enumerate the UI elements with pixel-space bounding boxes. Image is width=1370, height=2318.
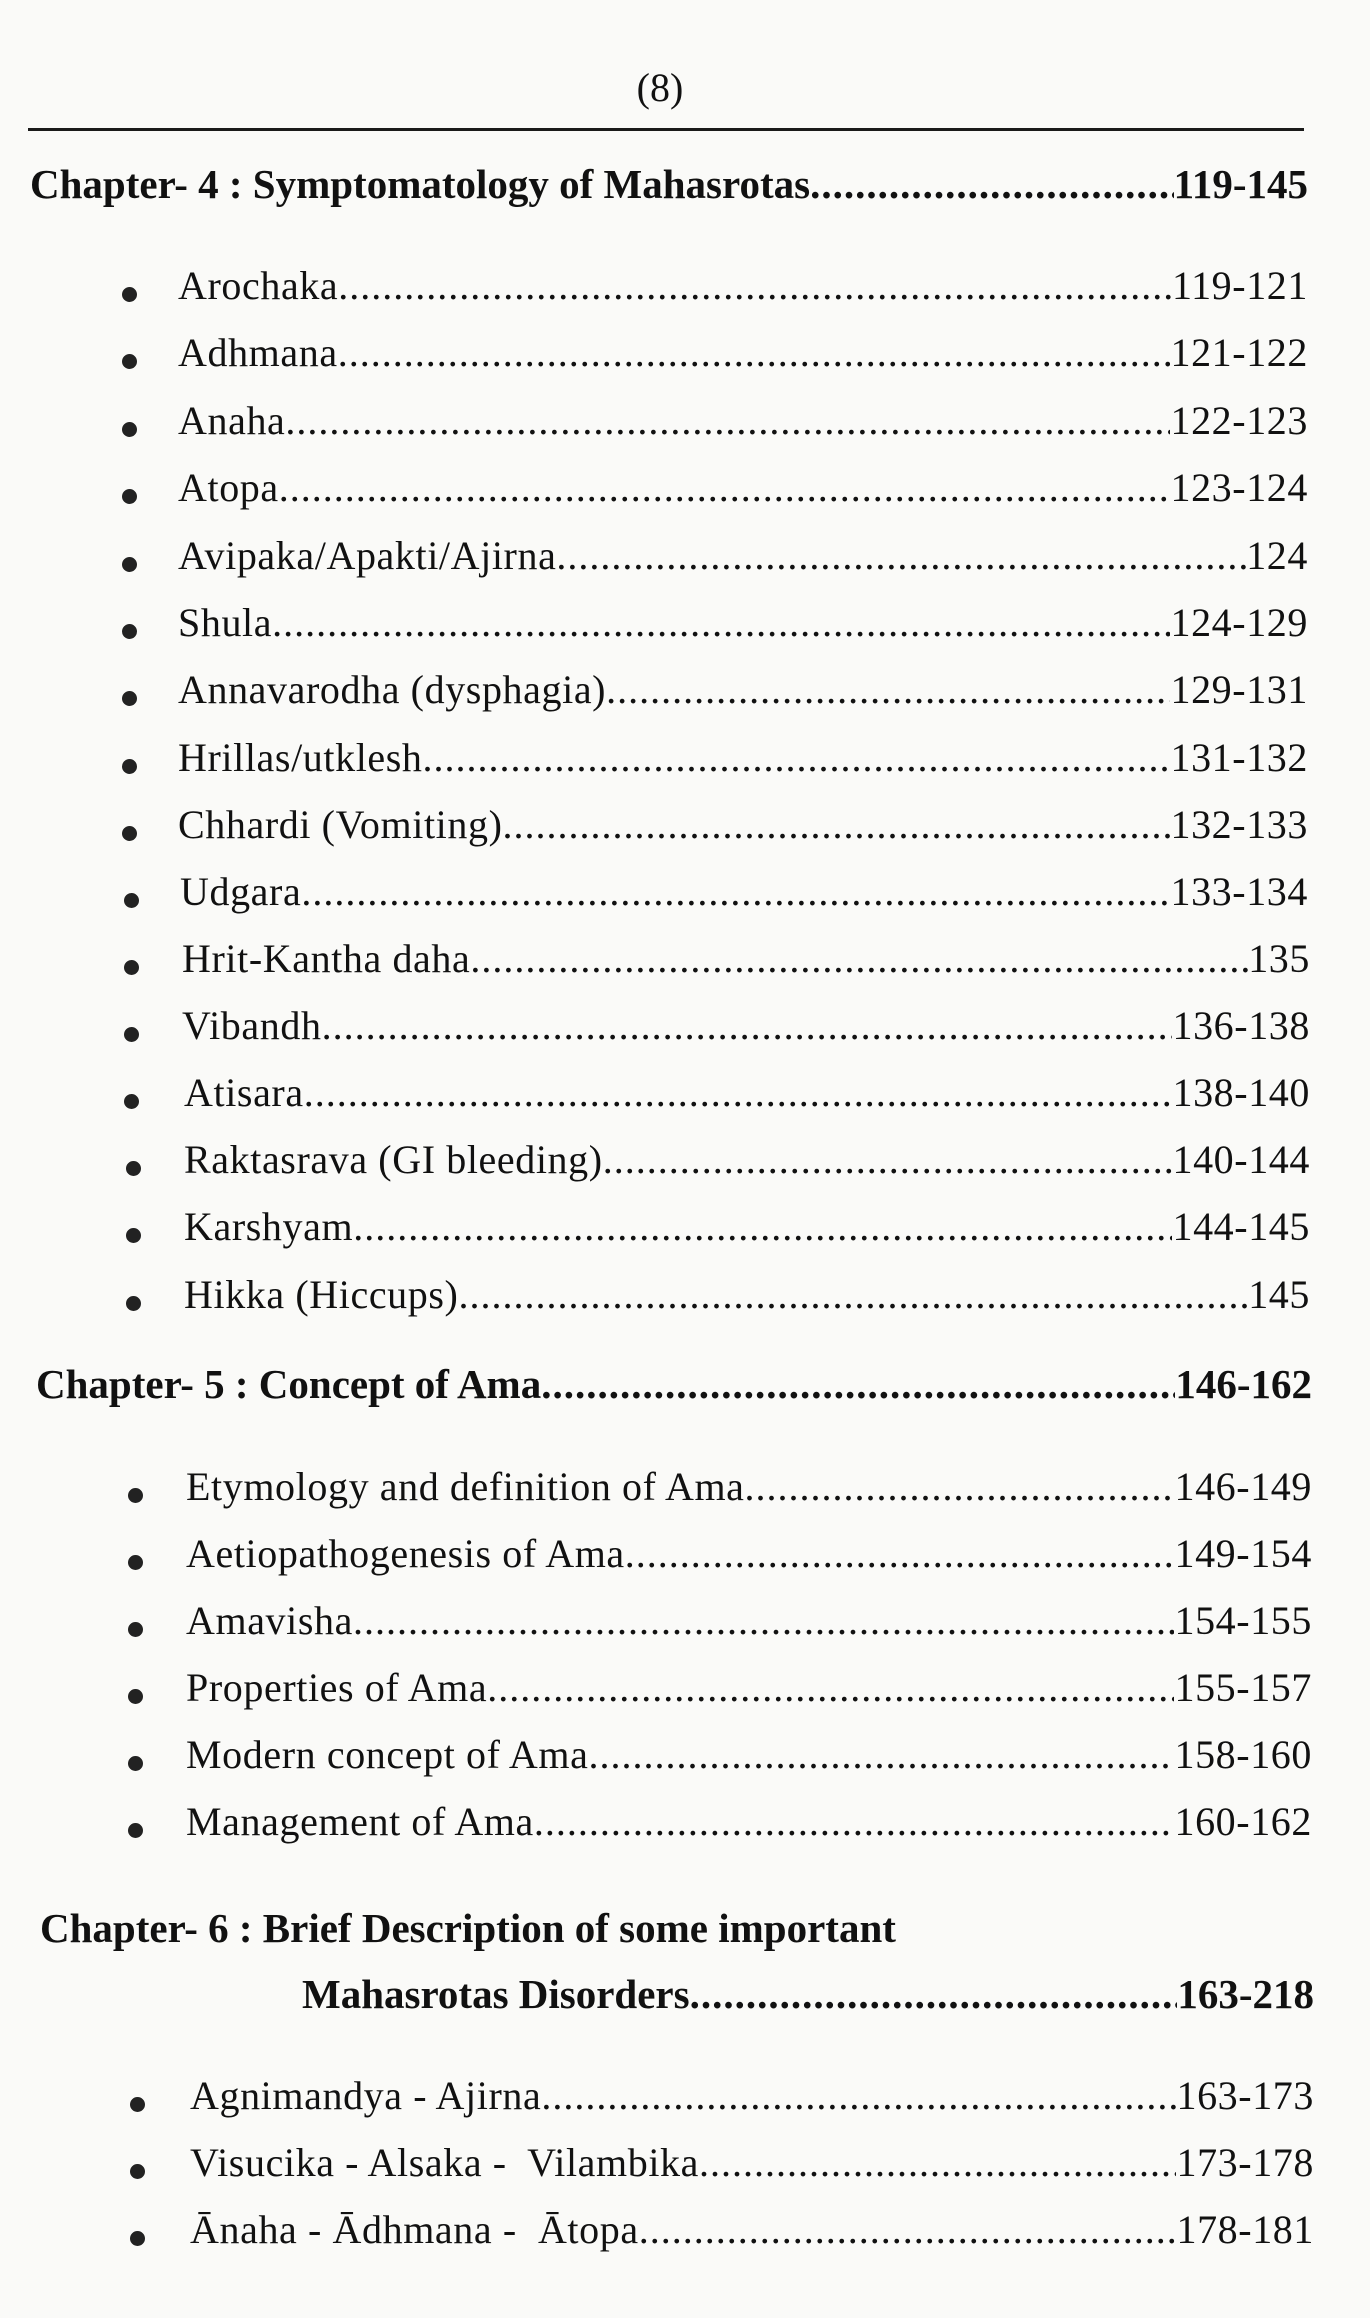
toc-item-pages: 146-149	[1174, 1464, 1312, 1509]
toc-item-label: Hikka (Hiccups)	[184, 1272, 459, 1317]
dot-leader	[423, 734, 1171, 781]
chapter-4-heading	[30, 160, 1308, 208]
toc-item-label: Adhmana	[178, 330, 338, 375]
toc-item-label: Udgara	[180, 869, 302, 914]
toc-item-label: Karshyam	[184, 1204, 354, 1249]
dot-leader	[639, 2206, 1177, 2253]
dot-leader	[556, 532, 1246, 579]
dot-leader	[487, 1664, 1174, 1711]
toc-bullet	[126, 1161, 141, 1176]
dot-leader	[534, 1798, 1175, 1845]
toc-item	[186, 1664, 1312, 1711]
toc-bullet	[122, 557, 137, 572]
dot-leader	[353, 1203, 1172, 1250]
dot-leader	[541, 1360, 1175, 1408]
toc-item-pages: 131-132	[1170, 735, 1308, 780]
toc-item-pages: 144-145	[1172, 1204, 1310, 1249]
chapter-title: Mahasrotas Disorders	[302, 1971, 690, 2017]
toc-item-label: Management of Ama	[186, 1799, 534, 1844]
toc-item-label: Properties of Ama	[186, 1665, 488, 1710]
dot-leader	[338, 262, 1172, 309]
toc-item	[184, 1271, 1310, 1318]
toc-bullet	[128, 1689, 143, 1704]
toc-item	[178, 329, 1308, 376]
toc-item-pages: 121-122	[1170, 330, 1308, 375]
toc-item-label: Arochaka	[178, 263, 339, 308]
toc-item-label: Vibandh	[182, 1003, 322, 1048]
toc-bullet	[122, 354, 137, 369]
toc-item-label: Annavarodha (dysphagia)	[178, 667, 607, 712]
chapter-5-heading	[36, 1360, 1312, 1408]
toc-item	[180, 868, 1308, 915]
toc-item-label: Hrillas/utklesh	[178, 735, 423, 780]
toc-item-label: Ānaha - Ādhmana - Ātopa	[190, 2207, 639, 2252]
dot-leader	[470, 935, 1248, 982]
toc-bullet	[124, 1094, 139, 1109]
toc-item-pages: 124-129	[1170, 600, 1308, 645]
dot-leader	[285, 397, 1170, 444]
toc-item-pages: 158-160	[1174, 1732, 1312, 1777]
toc-item	[178, 801, 1308, 848]
chapter-6-heading-cont	[302, 1970, 1314, 2018]
toc-item-pages: 178-181	[1176, 2207, 1314, 2252]
dot-leader	[606, 666, 1170, 713]
toc-item-pages: 122-123	[1170, 398, 1308, 443]
toc-item-pages: 133-134	[1170, 869, 1308, 914]
dot-leader	[338, 329, 1171, 376]
toc-item	[186, 1798, 1312, 1845]
dot-leader	[810, 160, 1174, 208]
toc-bullet	[126, 1228, 141, 1243]
toc-item-label: Hrit-Kantha daha	[182, 936, 471, 981]
toc-item	[178, 734, 1308, 781]
toc-bullet	[128, 1488, 143, 1503]
toc-item	[184, 1069, 1310, 1116]
toc-bullet	[122, 826, 137, 841]
toc-item-label: Atisara	[184, 1070, 304, 1115]
toc-item	[178, 464, 1308, 511]
dot-leader	[603, 1136, 1173, 1183]
dot-leader	[625, 1530, 1175, 1577]
dot-leader	[272, 599, 1170, 646]
dot-leader	[690, 1970, 1178, 2018]
toc-bullet	[122, 287, 137, 302]
toc-bullet	[128, 1555, 143, 1570]
toc-item-label: Modern concept of Ama	[186, 1732, 589, 1777]
toc-item-label: Agnimandya - Ajirna	[190, 2073, 542, 2118]
dot-leader	[588, 1731, 1174, 1778]
dot-leader	[322, 1002, 1173, 1049]
toc-item-pages: 138-140	[1172, 1070, 1310, 1115]
toc-bullet	[124, 1027, 139, 1042]
toc-item-pages: 155-157	[1174, 1665, 1312, 1710]
toc-bullet	[124, 960, 139, 975]
toc-bullet	[122, 691, 137, 706]
toc-item	[178, 397, 1308, 444]
toc-item-pages: 124	[1246, 533, 1308, 578]
toc-item-pages: 154-155	[1174, 1598, 1312, 1643]
toc-item-pages: 132-133	[1170, 802, 1308, 847]
toc-item-pages: 160-162	[1174, 1799, 1312, 1844]
toc-item-label: Chhardi (Vomiting)	[178, 802, 503, 847]
toc-item-label: Anaha	[178, 398, 286, 443]
dot-leader	[541, 2072, 1176, 2119]
toc-item-pages: 119-121	[1171, 263, 1308, 308]
chapter-6-heading: Chapter- 6 : Brief Description of some important	[40, 1905, 896, 1951]
toc-item	[184, 1203, 1310, 1250]
toc-item-pages: 123-124	[1170, 465, 1308, 510]
toc-item	[178, 599, 1308, 646]
toc-item-label: Raktasrava (GI bleeding)	[184, 1137, 603, 1182]
toc-item	[184, 1136, 1310, 1183]
toc-item-label: Shula	[178, 600, 273, 645]
toc-item-pages: 140-144	[1172, 1137, 1310, 1182]
toc-item	[178, 532, 1308, 579]
toc-bullet	[126, 1296, 141, 1311]
chapter-pages: 163-218	[1177, 1971, 1314, 2017]
chapter-pages: 119-145	[1173, 161, 1308, 207]
dot-leader	[745, 1463, 1175, 1510]
toc-bullet	[130, 2164, 145, 2179]
toc-item-label: Avipaka/Apakti/Ajirna	[178, 533, 557, 578]
toc-item	[178, 666, 1308, 713]
toc-bullet	[128, 1622, 143, 1637]
toc-item-label: Amavisha	[186, 1598, 353, 1643]
chapter-title: Chapter- 5 : Concept of Ama	[36, 1361, 542, 1407]
toc-item-pages: 135	[1248, 936, 1310, 981]
toc-item	[186, 1597, 1312, 1644]
toc-item-label: Atopa	[178, 465, 279, 510]
toc-item	[186, 1463, 1312, 1510]
dot-leader	[458, 1271, 1248, 1318]
toc-item-pages: 129-131	[1170, 667, 1308, 712]
toc-item	[190, 2139, 1314, 2186]
toc-bullet	[122, 489, 137, 504]
toc-item	[186, 1731, 1312, 1778]
toc-item-pages: 136-138	[1172, 1003, 1310, 1048]
toc-item-label: Aetiopathogenesis of Ama	[186, 1531, 625, 1576]
dot-leader	[503, 801, 1171, 848]
header-rule	[28, 128, 1304, 131]
chapter-title: Chapter- 4 : Symptomatology of Mahasrotas	[30, 161, 811, 207]
toc-bullet	[128, 1756, 143, 1771]
toc-bullet	[130, 2231, 145, 2246]
toc-bullet	[124, 893, 139, 908]
page-number: (8)	[636, 65, 684, 110]
dot-leader	[699, 2139, 1176, 2186]
dot-leader	[304, 1069, 1173, 1116]
dot-leader	[301, 868, 1170, 915]
toc-item	[178, 262, 1308, 309]
toc-item-pages: 163-173	[1176, 2073, 1314, 2118]
toc-item	[186, 1530, 1312, 1577]
toc-item-pages: 149-154	[1174, 1531, 1312, 1576]
chapter-pages: 146-162	[1175, 1361, 1312, 1407]
toc-item	[182, 935, 1310, 982]
toc-item	[182, 1002, 1310, 1049]
toc-item-label: Visucika - Alsaka - Vilambika	[190, 2140, 700, 2185]
toc-item-label: Etymology and definition of Ama	[186, 1464, 745, 1509]
toc-item-pages: 173-178	[1176, 2140, 1314, 2185]
toc-bullet	[122, 759, 137, 774]
dot-leader	[279, 464, 1171, 511]
toc-bullet	[122, 624, 137, 639]
toc-item	[190, 2206, 1314, 2253]
toc-bullet	[130, 2097, 145, 2112]
toc-bullet	[122, 422, 137, 437]
dot-leader	[353, 1597, 1174, 1644]
toc-bullet	[128, 1823, 143, 1838]
toc-item-pages: 145	[1248, 1272, 1310, 1317]
toc-item	[190, 2072, 1314, 2119]
